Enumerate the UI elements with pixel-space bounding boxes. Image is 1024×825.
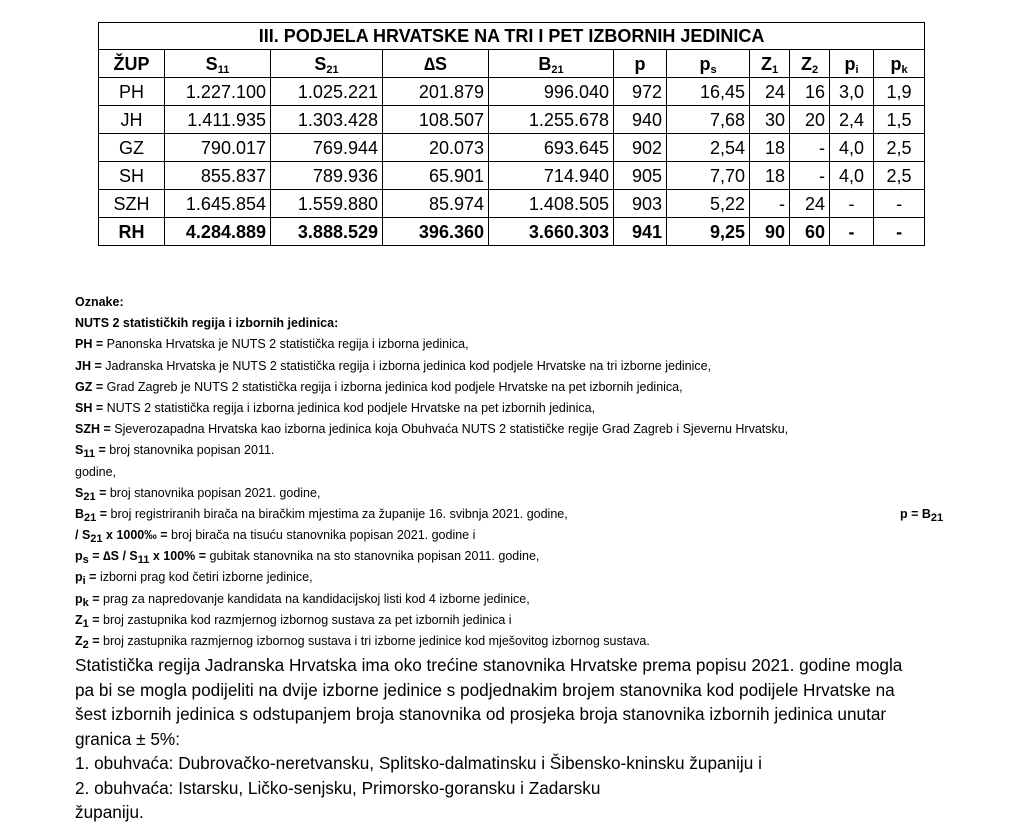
note-ph: PH = Panonska Hrvatska je NUTS 2 statistička regija i izborna jedinica, xyxy=(75,337,469,352)
col-header-pi: $p_i$ xyxy=(830,50,874,78)
table-cell: 2,54 xyxy=(667,134,750,162)
table-cell: 769.944 xyxy=(271,134,383,162)
table-cell: 940 xyxy=(614,106,667,134)
col-header-z1: $Z_1$ xyxy=(750,50,790,78)
table-cell: 4,0 xyxy=(830,134,874,162)
table-cell: 902 xyxy=(614,134,667,162)
note-pi: $p_i$ = izborni prag kod četiri izborne jedinice, xyxy=(75,570,313,588)
table-cell: 1.303.428 xyxy=(271,106,383,134)
col-header-p: p xyxy=(614,50,667,78)
table-cell: 1.025.221 xyxy=(271,78,383,106)
col-header-s21: $S_{21}$ xyxy=(271,50,383,78)
table-cell: 5,22 xyxy=(667,190,750,218)
table-cell: 18 xyxy=(750,134,790,162)
table-cell: 789.936 xyxy=(271,162,383,190)
table-cell: 996.040 xyxy=(489,78,614,106)
paragraph-line: pa bi se mogla podijeliti na dvije izborne jedinice s podjednakim brojem stanovnika kod podijele Hrvatske na xyxy=(75,679,895,700)
paragraph-line: šest izbornih jedinica s odstupanjem broja stanovnika od prosjeka broja stanovnika izbornih jedinica unutar xyxy=(75,704,887,724)
table-cell: 1.255.678 xyxy=(489,106,614,134)
table-row xyxy=(99,78,925,106)
col-header-z2: $Z_2$ xyxy=(790,50,830,78)
table-cell: PH xyxy=(99,78,165,106)
table-cell: 24 xyxy=(750,78,790,106)
table-cell: - xyxy=(790,162,830,190)
table-cell: 1.559.880 xyxy=(271,190,383,218)
table-cell: 1,5 xyxy=(874,106,925,134)
paragraph-line: županiju. xyxy=(75,802,144,822)
col-header-b21: $B_{21}$ xyxy=(489,50,614,78)
col-header-s11: $S_{11}$ xyxy=(165,50,271,78)
note-s11-continued: godine, xyxy=(75,464,117,479)
table-cell: 972 xyxy=(614,78,667,106)
table-cell: - xyxy=(790,134,830,162)
table-cell: 3.660.303 xyxy=(489,218,614,246)
table-cell: 85.974 xyxy=(383,190,489,218)
table-cell: 2,5 xyxy=(874,162,925,190)
notes-subheading: NUTS 2 statističkih regija i izbornih jedinica: xyxy=(75,316,339,331)
table-row xyxy=(99,134,925,162)
table-cell: SH xyxy=(99,162,165,190)
body-paragraph xyxy=(75,653,955,825)
table-cell: 903 xyxy=(614,190,667,218)
table-cell: 20 xyxy=(790,106,830,134)
table-cell: 108.507 xyxy=(383,106,489,134)
table-cell: SZH xyxy=(99,190,165,218)
note-jh: JH = Jadranska Hrvatska je NUTS 2 statistička regija i izborna jedinica kod podjele Hrvatske na tri izborne jedinice, xyxy=(75,358,712,373)
table-cell: GZ xyxy=(99,134,165,162)
note-p-key: $p = B_{21}$ xyxy=(900,506,944,524)
paragraph-line: 1. obuhvaća: Dubrovačko-neretvansku, Splitsko-dalmatinsku i Šibensko-kninsku županiju i xyxy=(75,753,762,773)
table-cell: 693.645 xyxy=(489,134,614,162)
col-header-ps: $p_s$ xyxy=(667,50,750,78)
table-row xyxy=(99,162,925,190)
table-cell: 1.411.935 xyxy=(165,106,271,134)
table-cell: 20.073 xyxy=(383,134,489,162)
table-cell: 90 xyxy=(750,218,790,246)
note-ps: $p_s = \Delta S / S_{11}$ x 100% = gubitak stanovnika na sto stanovnika popisan 2011. godine, xyxy=(75,549,540,567)
table-cell: 16 xyxy=(790,78,830,106)
table-cell: 7,70 xyxy=(667,162,750,190)
table-total-row xyxy=(99,218,925,246)
table-cell: 24 xyxy=(790,190,830,218)
statistics-table xyxy=(98,22,925,246)
note-gz: GZ = Grad Zagreb je NUTS 2 statistička regija i izborna jedinica kod podjele Hrvatske na pet izbornih jedinica, xyxy=(75,379,683,394)
table-cell: JH xyxy=(99,106,165,134)
table-body xyxy=(99,78,925,218)
table-cell: 905 xyxy=(614,162,667,190)
table-cell: 790.017 xyxy=(165,134,271,162)
table-cell: 1,9 xyxy=(874,78,925,106)
table-cell: 60 xyxy=(790,218,830,246)
note-p: / $S_{21}$ x 1000‰ = broj birača na tisuću stanovnika popisan 2021. godine i xyxy=(75,528,476,546)
table-cell: 201.879 xyxy=(383,78,489,106)
table-row xyxy=(99,106,925,134)
paragraph-line: 2. obuhvaća: Istarsku, Ličko-senjsku, Primorsko-goransku i Zadarsku xyxy=(75,777,601,798)
table-cell: 396.360 xyxy=(383,218,489,246)
legend-notes xyxy=(75,292,955,652)
note-pk: $p_k$ = prag za napredovanje kandidata na kandidacijskoj listi kod 4 izborne jedinice, xyxy=(75,591,530,609)
table-cell: 3,0 xyxy=(830,78,874,106)
table-cell: - xyxy=(874,218,925,246)
table-cell: 1.645.854 xyxy=(165,190,271,218)
paragraph-line: Statistička regija Jadranska Hrvatska ima oko trećine stanovnika Hrvatske prema popisu 2021. godine mogla xyxy=(75,655,903,675)
table-row xyxy=(99,190,925,218)
table-cell: 2,5 xyxy=(874,134,925,162)
table-title: III. PODJELA HRVATSKE NA TRI I PET IZBORNIH JEDINICA xyxy=(99,23,925,50)
table-title-row xyxy=(99,23,925,50)
table-cell: 7,68 xyxy=(667,106,750,134)
table-cell: 2,4 xyxy=(830,106,874,134)
table-cell: - xyxy=(750,190,790,218)
table-cell: 18 xyxy=(750,162,790,190)
note-s11: $S_{11}$ = broj stanovnika popisan 2011. xyxy=(75,443,275,461)
table-cell: 4.284.889 xyxy=(165,218,271,246)
table-cell: 1.227.100 xyxy=(165,78,271,106)
table-cell: 941 xyxy=(614,218,667,246)
table-cell: 30 xyxy=(750,106,790,134)
col-header-delta-s: ∆S xyxy=(383,50,489,78)
note-z1: $Z_1$ = broj zastupnika kod razmjernog izbornog sustava za pet izbornih jedinica i xyxy=(75,612,512,630)
table-cell: 3.888.529 xyxy=(271,218,383,246)
table-cell: - xyxy=(874,190,925,218)
table-cell: 16,45 xyxy=(667,78,750,106)
table-header-row xyxy=(99,50,925,78)
col-header-pk: $p_k$ xyxy=(874,50,925,78)
table-cell: 855.837 xyxy=(165,162,271,190)
table-cell: 1.408.505 xyxy=(489,190,614,218)
table-cell: RH xyxy=(99,218,165,246)
table-cell: 714.940 xyxy=(489,162,614,190)
table-cell: - xyxy=(830,218,874,246)
table-cell: 65.901 xyxy=(383,162,489,190)
col-header-zup: ŽUP xyxy=(99,50,165,78)
note-szh: SZH = Sjeverozapadna Hrvatska kao izborna jedinica koja Obuhvaća NUTS 2 statističke regije Grad Zagreb i Sjevernu Hrvatsku, xyxy=(75,422,789,437)
notes-heading: Oznake: xyxy=(75,295,124,309)
paragraph-line: granica ± 5%: xyxy=(75,728,180,749)
note-s21: $S_{21}$ = broj stanovnika popisan 2021. godine, xyxy=(75,485,321,503)
note-sh: SH = NUTS 2 statistička regija i izborna jedinica kod podjele Hrvatske na pet izbornih jedinica, xyxy=(75,400,596,415)
table-cell: 4,0 xyxy=(830,162,874,190)
table-cell: 9,25 xyxy=(667,218,750,246)
note-z2: $Z_2$ = broj zastupnika razmjernog izbornog sustava i tri izborne jedinice kod mješovitog izbornog sustava. xyxy=(75,634,650,651)
table-cell: - xyxy=(830,190,874,218)
note-b21: $B_{21}$ = broj registriranih birača na biračkim mjestima za županije 16. svibnja 2021. godine, $p = B_{21}$ xyxy=(75,504,955,525)
